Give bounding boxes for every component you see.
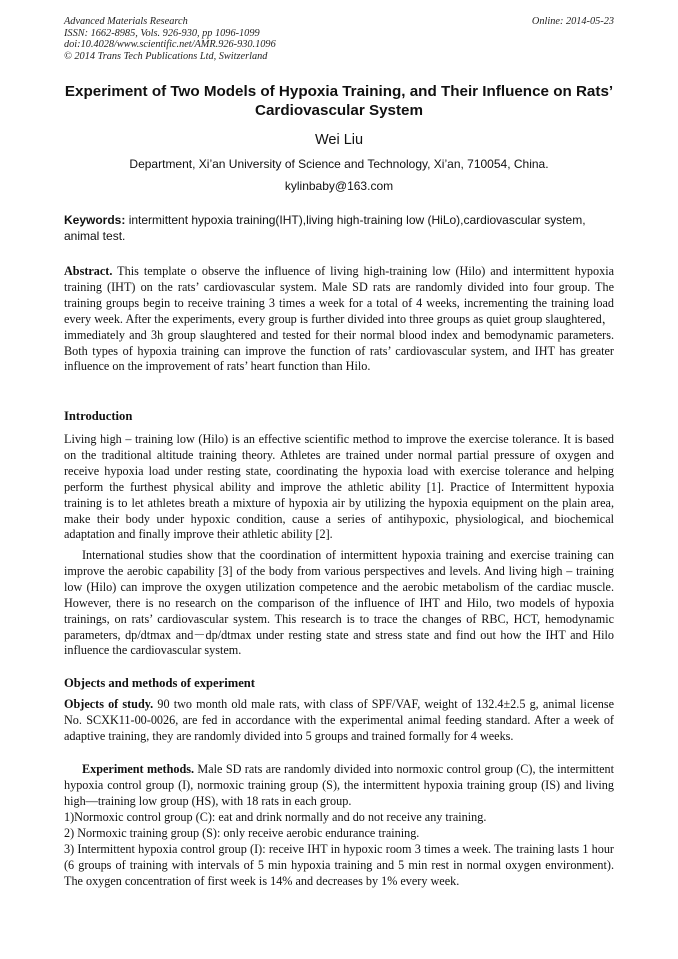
journal-header: [64, 16, 276, 62]
methods-label: Experiment methods.: [82, 762, 195, 776]
objects-study-label: Objects of study.: [64, 697, 154, 711]
experiment-methods: [64, 762, 614, 810]
paper-title: Experiment of Two Models of Hypoxia Training, and Their Influence on Rats’ Cardiovascular System: [64, 83, 614, 119]
keywords: [64, 212, 615, 244]
copyright-line: © 2014 Trans Tech Publications Ltd, Switzerland: [64, 50, 268, 62]
methods-text: Male SD rats are randomly divided into normoxic control group (C), the intermittent hypoxia control group (I), normoxic training group (S), the intermittent hypoxia training group (IS) and living high—training low group (HS), with 18 rats in each group.: [64, 762, 614, 808]
keywords-text: intermittent hypoxia training(IHT),living high-training low (HiLo),cardiovascular system, animal test.: [64, 213, 586, 243]
journal-name: Advanced Materials Research: [64, 16, 188, 27]
method-item-2: [64, 826, 614, 842]
doi-line: doi:10.4028/www.scientific.net/AMR.926-930.1096: [64, 39, 276, 51]
method-item-3: [64, 842, 614, 890]
method-item-1: [64, 810, 614, 826]
author-email: kylinbaby@163.com: [284, 179, 394, 193]
introduction-paragraph-1: [64, 432, 614, 543]
introduction-heading: Introduction: [64, 409, 133, 423]
issn-line: ISSN: 1662-8985, Vols. 926-930, pp 1096-1099: [64, 27, 260, 39]
objects-study-text: 90 two month old male rats, with class of SPF/VAF, weight of 132.4±2.5 g, animal license No. SCXK11-00-0026, are fed in accordance with the experimental animal feeding standard. After a week of adaptive training, they are randomly divided into 5 groups and trained formally for 4 weeks.: [64, 697, 615, 743]
abstract-text: This template o observe the influence of living high-training low (Hilo) and intermittent hypoxia training (IHT) on the rats’ cardiovascular system. Male SD rats are randomly divided into four group. The training groups begin to receive training 3 times a week for a total of 4 weeks, incrementing the training load every week. After the experiments, every group is further divided into three groups as quiet group slaughtered，immediately and 3h group slaughtered and tested for their normal blood index and bemodynamic parameters. Both types of hypoxia training can improve the function of rats’ cardiovascular system, and IHT has greater influence on the improvement of rats’ heart function than Hilo.: [64, 264, 614, 374]
online-date: Online: 2014-05-23: [531, 16, 614, 27]
method-item-3-text: 3) Intermittent hypoxia control group (I): receive IHT in hypoxic room 3 times a week. The training lasts 1 hour (6 groups of training with intervals of 5 min hypoxia training and 5 min rest in normal oxygen environment). The oxygen concentration of first week is 14% and decreases by 1% every week.: [64, 842, 614, 888]
affiliation: Department, Xi’an University of Science and Technology, Xi’an, 710054, China.: [129, 157, 549, 171]
objects-heading: Objects and methods of experiment: [64, 676, 255, 690]
method-item-1-text: 1)Normoxic control group (C): eat and drink normally and do not receive any training.: [64, 810, 487, 824]
abstract-label: Abstract.: [64, 264, 113, 278]
method-item-2-text: 2) Normoxic training group (S): only receive aerobic endurance training.: [64, 826, 420, 840]
intro-p1-text: Living high – training low (Hilo) is an effective scientific method to improve the exercise tolerance. It is based on the traditional altitude training theory. Athletes are trained under normal partial pressure of oxygen and receive hypoxia load under resting state, coordinating the hypoxia load with exercise tolerance and helping perform the furthest physical ability and improve the athletic ability [1]. Practice of Intermittent hypoxia training is to let athletes breath a mixture of hypoxia air by utilizing the hypoxia equipment on the plain area, make their body under hypoxic condition, cause a series of antihypoxic, physiological, and biochemical adaptation and finally improve their athletic ability [2].: [64, 432, 614, 542]
keywords-label: Keywords:: [64, 213, 126, 227]
author-name: Wei Liu: [314, 132, 364, 148]
objects-of-study: [64, 697, 614, 745]
intro-p2-text: International studies show that the coordination of intermittent hypoxia training and exercise training can improve the aerobic capability [3] of the body from various perspectives and levels. And living high – training low (Hilo) can improve the oxygen utilization competence and the aerobic metabolism of the cardiac muscle. However, there is no research on the comparison of the influence of IHT and Hilo, two models of hypoxia trainings, on rats’ cardiovascular system. This research is to trace the changes of RBC, HCT, hemodynamic parameters, dp/dtmax and－dp/dtmax under resting state and stress state and find out how the IHT and Hilo influence the cardiovascular system.: [64, 548, 614, 658]
introduction-paragraph-2: [64, 548, 614, 659]
abstract: [64, 264, 614, 375]
